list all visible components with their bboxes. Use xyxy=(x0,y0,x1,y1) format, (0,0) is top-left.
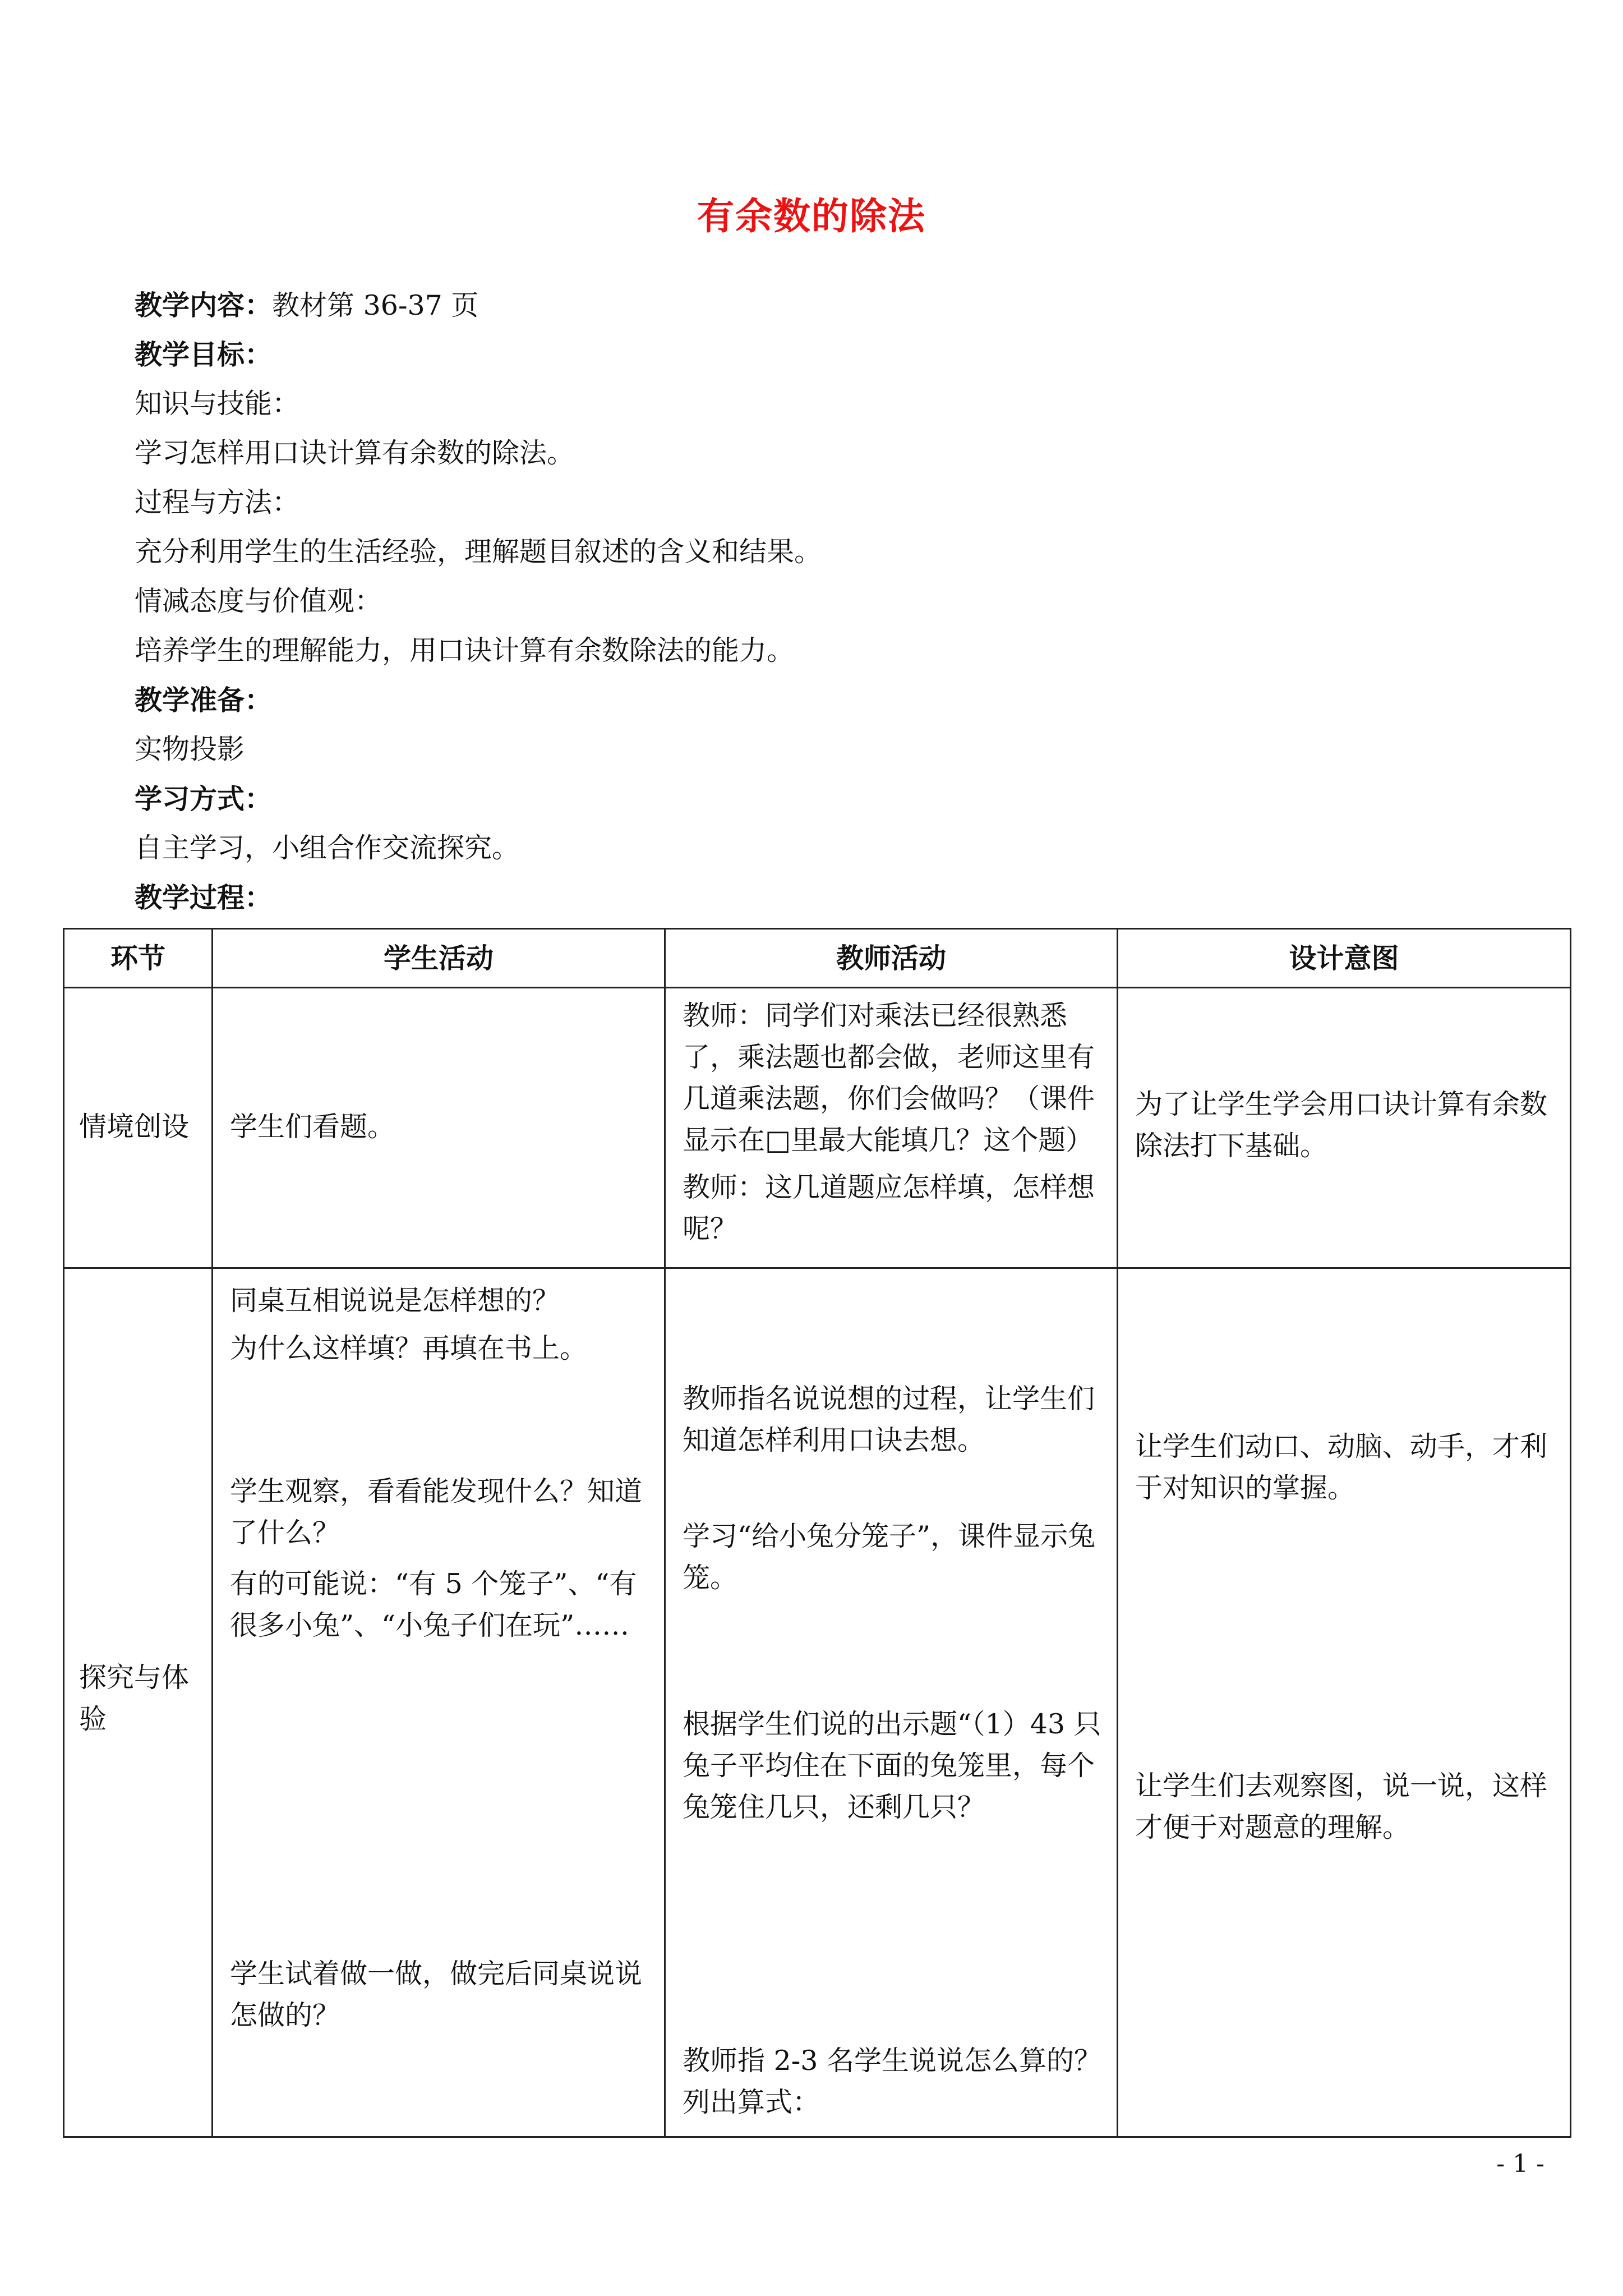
knowledge-text: 学习怎样用口诀计算有余数的除法。 xyxy=(135,437,575,469)
lesson-intro xyxy=(135,280,1537,922)
row1-intent: 为了让学生学会用口诀计算有余数除法打下基础。 xyxy=(1135,1088,1548,1162)
row2-intent-cell xyxy=(1118,1268,1571,2137)
attitude-label: 情减态度与价值观： xyxy=(135,585,382,617)
row1-intent-cell xyxy=(1118,988,1571,1268)
row2-student-5: 学生试着做一做，做完后同桌说说怎做的？ xyxy=(230,1958,643,2031)
procedure-label: 教学过程： xyxy=(135,881,273,914)
knowledge-label: 知识与技能： xyxy=(135,388,300,420)
process-label: 过程与方法： xyxy=(135,486,300,518)
prep-label: 教学准备： xyxy=(135,684,273,716)
goals-label: 教学目标： xyxy=(135,338,273,371)
row1-stage: 情境创设 xyxy=(79,1111,190,1143)
content-line xyxy=(135,280,1537,330)
method-label: 学习方式： xyxy=(135,783,273,815)
content-label: 教学内容： xyxy=(135,289,273,321)
method-text: 自主学习，小组合作交流探究。 xyxy=(135,832,520,864)
row2-student-1: 同桌互相说说是怎样想的？ xyxy=(230,1285,560,1317)
process-text: 充分利用学生的生活经验，理解题目叙述的含义和结果。 xyxy=(135,536,822,568)
row1-stage-cell xyxy=(64,988,213,1268)
row2-student-cell xyxy=(213,1268,665,2137)
row2-teacher-cell xyxy=(665,1268,1118,2137)
row1-student-cell xyxy=(213,988,665,1268)
row1-teacher-1: 教师：同学们对乘法已经很熟悉了，乘法题也都会做，老师这里有几道乘法题，你们会做吗？（课件显示在□里最大能填几？这个题） xyxy=(683,1000,1095,1156)
header-teacher: 教师活动 xyxy=(665,929,1118,988)
row2-teacher-4: 教师指 2-3 名学生说说怎么算的？列出算式： xyxy=(683,2045,1102,2118)
table-row xyxy=(64,988,1571,1268)
row2-intent-2: 让学生们去观察图，说一说，这样才便于对题意的理解。 xyxy=(1135,1770,1548,1843)
content-value: 教材第 36-37 页 xyxy=(272,289,479,321)
row2-student-3: 学生观察，看看能发现什么？知道了什么？ xyxy=(230,1475,643,1549)
row2-teacher-1: 教师指名说说想的过程，让学生们知道怎样利用口诀去想。 xyxy=(683,1383,1095,1456)
row1-student: 学生们看题。 xyxy=(230,1111,395,1143)
row2-student-4: 有的可能说：“有 5 个笼子”、“有很多小兔”、“小兔子们在玩”…… xyxy=(230,1568,637,1641)
row2-stage-cell xyxy=(64,1268,213,2137)
row2-teacher-2: 学习“给小兔分笼子”，课件显示兔笼。 xyxy=(683,1520,1096,1594)
row2-student-2: 为什么这样填？再填在书上。 xyxy=(230,1332,588,1364)
row2-stage: 探究与体验 xyxy=(79,1662,190,1735)
header-intent: 设计意图 xyxy=(1118,929,1571,988)
document-title: 有余数的除法 xyxy=(697,194,926,238)
lesson-table xyxy=(63,928,1571,2138)
page-number: - 1 - xyxy=(1496,2150,1544,2178)
header-student: 学生活动 xyxy=(213,929,665,988)
attitude-text: 培养学生的理解能力，用口诀计算有余数除法的能力。 xyxy=(135,634,795,666)
row2-intent-1: 让学生们动口、动脑、动手，才利于对知识的掌握。 xyxy=(1135,1430,1548,1504)
prep-text: 实物投影 xyxy=(135,733,245,765)
row1-teacher-2: 教师：这几道题应怎样填，怎样想呢？ xyxy=(683,1171,1095,1245)
row1-teacher-cell xyxy=(665,988,1118,1268)
table-header-row xyxy=(64,929,1571,988)
row2-teacher-3: 根据学生们说的出示题“（1）43 只兔子平均住在下面的兔笼里，每个兔笼住几只，还剩几只？ xyxy=(683,1708,1101,1823)
table-row xyxy=(64,1268,1571,2137)
header-stage: 环节 xyxy=(64,929,213,988)
